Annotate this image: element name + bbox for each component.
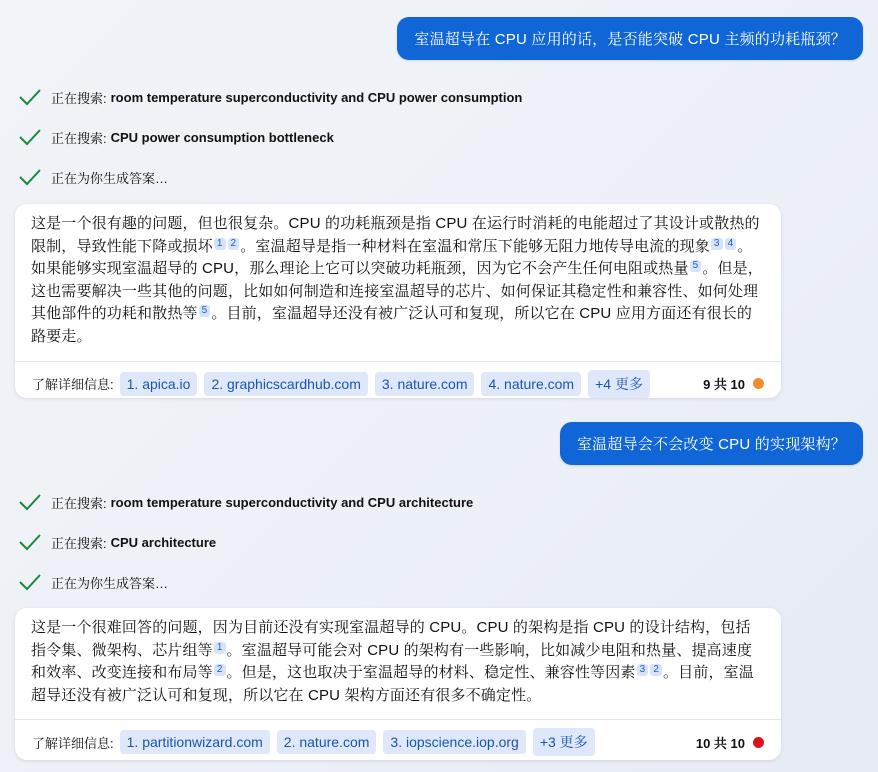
citation-marker[interactable]: 3: [711, 238, 723, 250]
source-link[interactable]: 3. iopscience.iop.org: [383, 730, 525, 754]
answer-text-2: 这是一个很难回答的问题，因为目前还没有实现室温超导的 CPU。CPU 的架构是指 CPU 的设计结构，包括指令集、微架构、芯片组等 1 。室温超导可能会对 CPU 的架构有一些影响，比如减少电阻和热量、提高速度和效率、改变连接和布局等 2 。但是，这也取决于室温超导的材料、稳定性、兼容性等因素 3 2 。目前，室温超导还没有被广泛认可和复现，所以它在 CPU 架构方面还有很多不确定性。: [31, 619, 754, 704]
search-status-3: 正在搜索: room temperature superconductivity and CPU architecture: [18, 491, 473, 513]
status-dot-icon: [753, 737, 764, 748]
answer-card-2: [15, 608, 781, 760]
source-link[interactable]: 2. graphicscardhub.com: [204, 372, 367, 396]
citation-marker[interactable]: 5: [199, 305, 211, 317]
learn-more-row: [31, 729, 764, 755]
learn-more-label: 了解详细信息:: [32, 377, 114, 393]
source-link[interactable]: 3. nature.com: [375, 372, 475, 396]
generating-status: 正在为你生成答案…: [18, 571, 168, 593]
citation-marker[interactable]: 5: [690, 260, 702, 272]
source-link[interactable]: 1. partitionwizard.com: [120, 730, 270, 754]
divider: [15, 361, 781, 362]
turn-counter: 10 共 10: [696, 733, 764, 752]
search-status-2: 正在搜索: CPU power consumption bottleneck: [18, 126, 334, 148]
divider: [15, 719, 781, 720]
source-link[interactable]: 2. nature.com: [277, 730, 377, 754]
checkmark-icon: [18, 531, 42, 553]
citation-marker[interactable]: 1: [214, 642, 226, 654]
checkmark-icon: [18, 491, 42, 513]
checkmark-icon: [18, 571, 42, 593]
checkmark-icon: [18, 126, 42, 148]
citation-marker[interactable]: 1: [214, 238, 226, 250]
citation-marker[interactable]: 4: [725, 238, 737, 250]
source-link[interactable]: 1. apica.io: [120, 372, 198, 396]
citation-marker[interactable]: 2: [214, 664, 226, 676]
citation-marker[interactable]: 2: [228, 238, 240, 250]
source-link[interactable]: 4. nature.com: [481, 372, 581, 396]
checkmark-icon: [18, 86, 42, 108]
citation-marker[interactable]: 2: [650, 664, 662, 676]
turn-counter: 9 共 10: [703, 374, 764, 393]
checkmark-icon: [18, 166, 42, 188]
answer-card-1: [15, 204, 781, 398]
generating-status: 正在为你生成答案…: [18, 166, 168, 188]
user-message-2: 室温超导会不会改变 CPU 的实现架构？: [560, 422, 863, 465]
search-status-4: 正在搜索: CPU architecture: [18, 531, 216, 553]
citation-marker[interactable]: 3: [637, 664, 649, 676]
answer-text-1: 这是一个很有趣的问题，但也很复杂。CPU 的功耗瓶颈是指 CPU 在运行时消耗的电能超过了其设计或散热的限制，导致性能下降或损坏 1 2 。室温超导是指一种材料在室温和常压下能够无阻力地传导电流的现象 3 4 。如果能够实现室温超导的 CPU，那么理论上它可以突破功耗瓶颈，因为它不会产生任何电阻或热量 5 。但是，这也需要解决一些其他的问题，比如如何制造和连接室温超导的芯片、如何保证其稳定性和兼容性、如何处理其他部件的功耗和散热等 5 。目前，室温超导还没有被广泛认可和复现，所以它在 CPU 应用方面还有很长的路要走。: [31, 215, 763, 345]
learn-more-row: [31, 371, 764, 397]
more-sources-button[interactable]: +4 更多: [588, 370, 650, 398]
status-dot-icon: [753, 378, 764, 389]
learn-more-label: 了解详细信息:: [32, 735, 114, 751]
user-message-1: 室温超导在 CPU 应用的话，是否能突破 CPU 主频的功耗瓶颈？: [397, 17, 863, 60]
search-status-1: 正在搜索: room temperature superconductivity and CPU power consumption: [18, 86, 522, 108]
more-sources-button[interactable]: +3 更多: [533, 728, 595, 756]
